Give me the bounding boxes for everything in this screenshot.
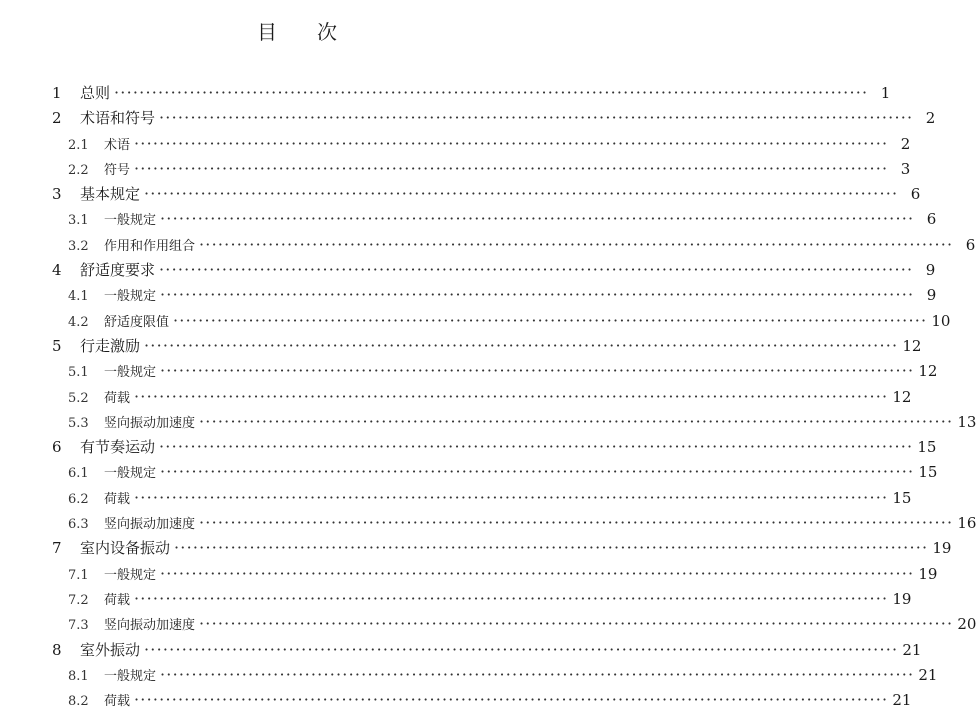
- toc-section-entry[interactable]: [48, 308, 951, 333]
- toc-section-entry[interactable]: [48, 561, 938, 586]
- toc-entry-number: 2.2: [68, 162, 89, 178]
- toc-entry-number: 5: [52, 336, 62, 355]
- toc-entry-title: 竖向振动加速度: [104, 618, 196, 634]
- toc-entry-title: 一般规定: [104, 289, 157, 305]
- toc-entry-page-number: 21: [902, 640, 922, 659]
- toc-entry-page-number: 20: [957, 615, 976, 634]
- table-of-contents: [48, 80, 976, 712]
- toc-entry-page-number: 13: [957, 412, 976, 431]
- toc-section-entry[interactable]: [48, 611, 976, 636]
- toc-section-entry[interactable]: [48, 206, 937, 231]
- toc-entry-title: 荷载: [104, 694, 131, 710]
- toc-entry-page-number: 9: [926, 286, 937, 305]
- toc-entry-title: 有节奏运动: [80, 438, 156, 457]
- toc-entry-number: 8: [52, 640, 62, 659]
- toc-entry-title: 室外振动: [80, 640, 141, 659]
- toc-entry-title: 舒适度限值: [104, 314, 170, 330]
- dot-leader: ························································································································: [173, 310, 928, 330]
- toc-entry-title: 舒适度要求: [80, 261, 156, 280]
- dot-leader: ························································································································: [134, 133, 889, 153]
- dot-leader: ························································································································: [160, 209, 915, 229]
- toc-entry-number: 6.2: [68, 491, 89, 507]
- toc-entry-number: 3.1: [68, 213, 89, 229]
- toc-entry-page-number: 15: [917, 438, 937, 457]
- toc-entry-page-number: 9: [925, 261, 936, 280]
- toc-chapter-entry[interactable]: [48, 105, 936, 130]
- toc-entry-page-number: 3: [900, 159, 911, 178]
- toc-section-entry[interactable]: [48, 510, 976, 535]
- dot-leader: ························································································································: [160, 563, 915, 583]
- toc-chapter-entry[interactable]: [48, 80, 891, 105]
- dot-leader: ························································································································: [134, 158, 889, 178]
- toc-chapter-entry[interactable]: [48, 181, 921, 206]
- dot-leader: ························································································································: [134, 386, 889, 406]
- toc-section-entry[interactable]: [48, 687, 912, 712]
- toc-entry-number: 7.1: [68, 567, 89, 583]
- dot-leader: ························································································································: [199, 411, 954, 431]
- toc-entry-number: 3.2: [68, 238, 89, 254]
- toc-entry-number: 7: [52, 539, 62, 558]
- toc-entry-page-number: 2: [900, 134, 911, 153]
- toc-section-entry[interactable]: [48, 282, 937, 307]
- toc-entry-title: 基本规定: [80, 185, 141, 204]
- toc-section-entry[interactable]: [48, 485, 912, 510]
- toc-entry-number: 8.1: [68, 668, 89, 684]
- toc-section-entry[interactable]: [48, 131, 911, 156]
- toc-entry-title: 荷载: [104, 491, 131, 507]
- toc-entry-number: 5.2: [68, 390, 89, 406]
- dot-leader: ························································································································: [159, 260, 914, 280]
- toc-entry-page-number: 15: [892, 488, 912, 507]
- toc-entry-page-number: 2: [925, 109, 936, 128]
- toc-entry-title: 竖向振动加速度: [104, 517, 196, 533]
- toc-section-entry[interactable]: [48, 586, 912, 611]
- toc-entry-page-number: 16: [957, 514, 976, 533]
- dot-leader: ························································································································: [199, 614, 954, 634]
- dot-leader: ························································································································: [144, 335, 899, 355]
- toc-entry-page-number: 12: [902, 336, 922, 355]
- toc-entry-title: 作用和作用组合: [104, 238, 196, 254]
- toc-section-entry[interactable]: [48, 358, 938, 383]
- toc-entry-page-number: 6: [910, 185, 921, 204]
- toc-chapter-entry[interactable]: [48, 333, 922, 358]
- toc-entry-number: 5.3: [68, 415, 89, 431]
- toc-entry-title: 室内设备振动: [80, 539, 171, 558]
- dot-leader: ························································································································: [144, 639, 899, 659]
- toc-entry-number: 3: [52, 185, 62, 204]
- toc-entry-page-number: 12: [918, 362, 938, 381]
- dot-leader: ························································································································: [134, 588, 889, 608]
- toc-section-entry[interactable]: [48, 459, 938, 484]
- dot-leader: ························································································································: [160, 285, 915, 305]
- dot-leader: ························································································································: [134, 487, 889, 507]
- toc-entry-title: 一般规定: [104, 567, 157, 583]
- toc-chapter-entry[interactable]: [48, 637, 922, 662]
- toc-entry-title: 竖向振动加速度: [104, 415, 196, 431]
- toc-entry-number: 2.1: [68, 137, 89, 153]
- dot-leader: ························································································································: [174, 538, 929, 558]
- toc-section-entry[interactable]: [48, 409, 976, 434]
- dot-leader: ························································································································: [160, 361, 915, 381]
- toc-entry-title: 一般规定: [104, 466, 157, 482]
- toc-entry-number: 8.2: [68, 694, 89, 710]
- toc-entry-title: 一般规定: [104, 668, 157, 684]
- toc-entry-page-number: 6: [926, 210, 937, 229]
- toc-entry-title: 荷载: [104, 390, 131, 406]
- toc-entry-number: 6.3: [68, 517, 89, 533]
- toc-entry-number: 6.1: [68, 466, 89, 482]
- toc-chapter-entry[interactable]: [48, 434, 937, 459]
- toc-entry-page-number: 1: [880, 84, 891, 102]
- toc-entry-number: 7.2: [68, 592, 89, 608]
- toc-entry-title: 行走激励: [80, 336, 141, 355]
- toc-entry-number: 1: [52, 84, 62, 102]
- toc-entry-title: 一般规定: [104, 213, 157, 229]
- toc-entry-title: 术语: [104, 137, 131, 153]
- toc-entry-page-number: 19: [932, 539, 952, 558]
- toc-entry-page-number: 21: [892, 691, 912, 710]
- dot-leader: ························································································································: [160, 664, 915, 684]
- toc-entry-number: 2: [52, 109, 62, 128]
- toc-section-entry[interactable]: [48, 156, 911, 181]
- toc-entry-number: 4.1: [68, 289, 89, 305]
- toc-section-entry[interactable]: [48, 232, 976, 257]
- toc-section-entry[interactable]: [48, 384, 912, 409]
- toc-chapter-entry[interactable]: [48, 257, 936, 282]
- toc-entry-page-number: 21: [918, 665, 938, 684]
- dot-leader: ························································································································: [144, 184, 899, 204]
- toc-entry-page-number: 19: [892, 589, 912, 608]
- toc-entry-title: 总则: [80, 84, 111, 102]
- toc-entry-page-number: 19: [918, 564, 938, 583]
- toc-entry-number: 7.3: [68, 618, 89, 634]
- page-title: 目次: [257, 20, 377, 44]
- toc-entry-title: 荷载: [104, 592, 131, 608]
- toc-section-entry[interactable]: [48, 662, 938, 687]
- toc-entry-page-number: 10: [931, 311, 951, 330]
- dot-leader: ························································································································: [114, 83, 869, 102]
- toc-entry-page-number: 15: [918, 463, 938, 482]
- toc-entry-title: 一般规定: [104, 365, 157, 381]
- toc-chapter-entry[interactable]: [48, 535, 952, 560]
- dot-leader: ························································································································: [199, 513, 954, 533]
- dot-leader: ························································································································: [160, 462, 915, 482]
- dot-leader: ························································································································: [159, 437, 914, 457]
- toc-entry-number: 4: [52, 261, 62, 280]
- toc-entry-number: 4.2: [68, 314, 89, 330]
- toc-entry-title: 术语和符号: [80, 109, 156, 128]
- dot-leader: ························································································································: [159, 108, 914, 128]
- dot-leader: ························································································································: [199, 234, 954, 254]
- toc-entry-page-number: 12: [892, 387, 912, 406]
- dot-leader: ························································································································: [134, 690, 889, 710]
- toc-entry-number: 5.1: [68, 365, 89, 381]
- toc-entry-page-number: 6: [965, 235, 976, 254]
- toc-entry-number: 6: [52, 438, 62, 457]
- toc-entry-title: 符号: [104, 162, 131, 178]
